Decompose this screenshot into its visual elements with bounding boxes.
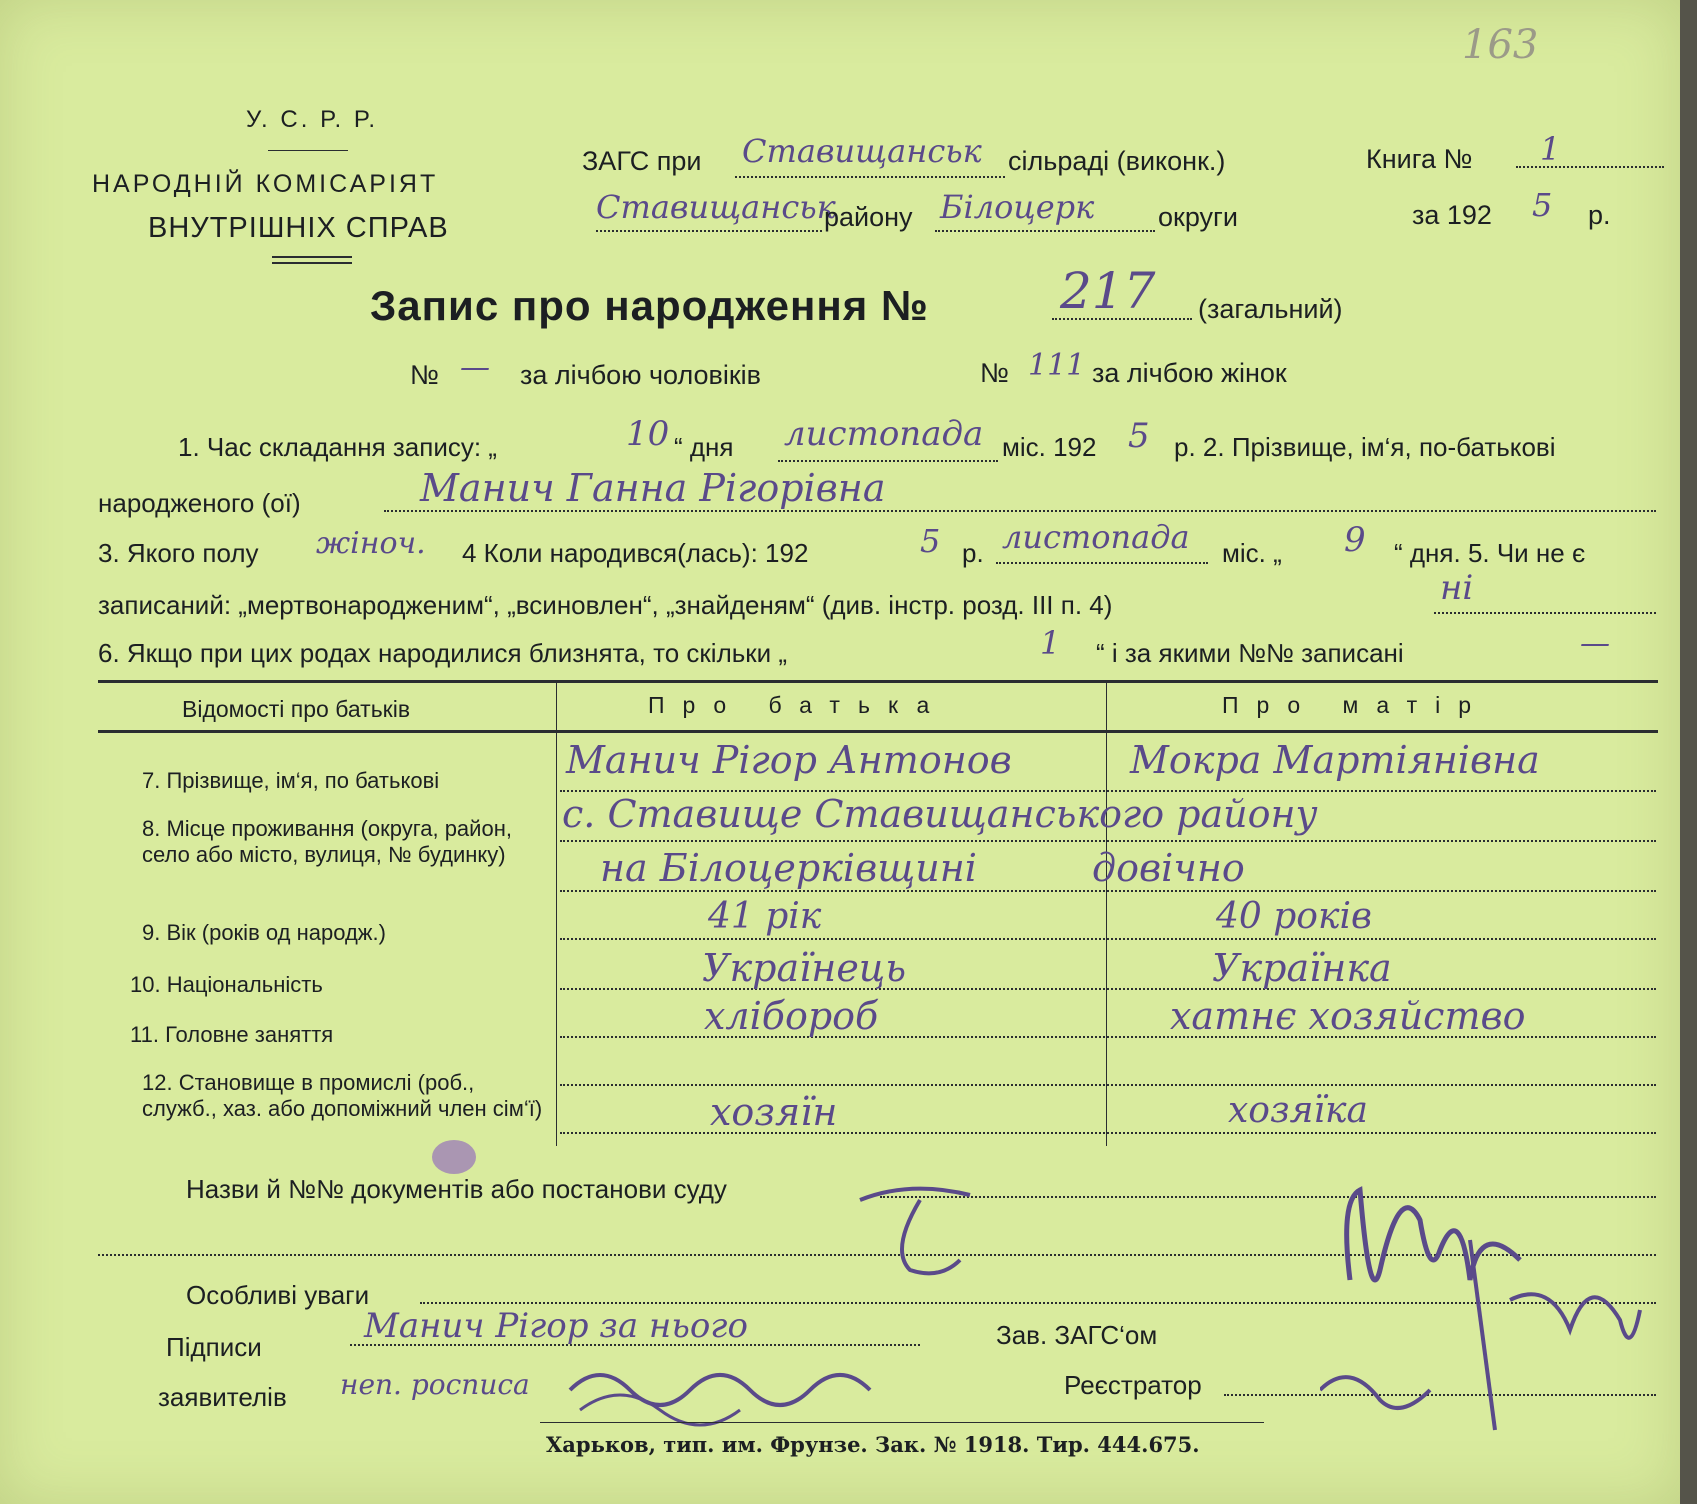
table-col-sep-1 <box>556 682 557 1146</box>
row-label-10: 10. Національність <box>130 972 323 997</box>
women-count-no: № <box>980 358 1009 388</box>
printer-imprint: Харьков, тип. им. Фрунзе. Зак. № 1918. Тир. 444.675. <box>546 1432 1200 1457</box>
state-underline <box>268 150 348 151</box>
head-label: Зав. ЗАГС‘ом <box>996 1320 1158 1350</box>
row-label-8-text: 8. Місце проживання (округа, район, село або місто, вулиця, № будинку) <box>142 816 512 867</box>
record-title-suffix: (загальний) <box>1198 294 1343 324</box>
okrug-label: округи <box>1158 202 1238 232</box>
signatures-label-2: заявителів <box>158 1382 287 1412</box>
registrar-label: Реєстратор <box>1064 1370 1202 1400</box>
l6-dash: — <box>1580 626 1610 661</box>
l3-text-b: 4 Коли народився(лась): 192 <box>462 538 809 568</box>
row-line-8b <box>560 890 1656 892</box>
archive-number: 163 <box>1462 22 1539 68</box>
l1-text-a: 1. Час складання запису: „ <box>178 432 497 462</box>
l3-sex: жіноч. <box>316 526 426 561</box>
l2-text-a: народженого (ої) <box>98 488 301 518</box>
l3-month: листопада <box>1002 518 1190 556</box>
l3-text-e: “ дня. 5. Чи не є <box>1394 538 1586 568</box>
table-header-father: Про батька <box>648 692 948 718</box>
row-mother-10: Українка <box>1212 946 1392 990</box>
state-abbr: У. С. Р. Р. <box>246 106 379 133</box>
district-value: Ставищанськ <box>596 188 836 226</box>
okrug-line <box>935 230 1155 232</box>
l1-text-c: міс. 192 <box>1002 432 1097 462</box>
row-label-7: 7. Прізвище, ім‘я, по батькові <box>142 768 440 793</box>
row-father-7: Манич Рігор Антонов <box>566 738 1012 782</box>
women-count-value: 111 <box>1028 348 1086 383</box>
row-label-11: 11. Головне заняття <box>130 1022 334 1047</box>
book-value: 1 <box>1540 130 1561 168</box>
l1-day: 10 <box>626 414 670 454</box>
signature-applicant-1: Манич Рігор за нього <box>364 1306 748 1346</box>
signature-scribble <box>560 1350 920 1430</box>
record-title: Запис про народження № <box>370 282 929 329</box>
row-mother-9: 40 років <box>1216 896 1372 937</box>
row-label-9: 9. Вік (років од народж.) <box>142 920 386 945</box>
men-count-value: — <box>460 350 490 385</box>
row-father-9: 41 рік <box>708 896 822 937</box>
scan-edge <box>1680 0 1697 1504</box>
row-father-10: Українець <box>702 946 907 990</box>
l4-line <box>1434 612 1656 614</box>
docs-dash-mark <box>850 1170 1000 1290</box>
zags-line <box>735 176 1005 178</box>
l6-text-b: “ і за якими №№ записані <box>1096 638 1404 668</box>
signatures-label-1: Підписи <box>166 1332 262 1362</box>
district-label: району <box>824 202 913 232</box>
table-top-rule <box>98 680 1658 683</box>
printer-rule <box>540 1422 1264 1423</box>
row-father-8: с. Ставище Ставищанського району <box>562 792 1318 836</box>
men-count-label: за лічбою чоловіків <box>520 360 762 390</box>
year-suffix: р. <box>1588 200 1611 230</box>
book-line <box>1516 166 1664 168</box>
okrug-value: Білоцерк <box>940 188 1095 226</box>
table-header-info: Відомості про батьків <box>182 696 411 722</box>
l6-text-a: 6. Якщо при цих родах народилися близнята, то скільки „ <box>98 638 788 668</box>
row-label-12-text: 12. Становище в промислі (роб., служб., хаз. або допоміжний член сім‘ї) <box>142 1070 543 1121</box>
l4-text-a: записаний: „мертвонародженим“, „всиновлен“, „знайденям“ (див. інстр. розд. III п. 4) <box>98 590 1113 620</box>
table-header-mother: Про матір <box>1222 692 1490 718</box>
table-col-sep-2 <box>1106 682 1107 1146</box>
l1-month-line <box>778 460 998 462</box>
men-count-no: № <box>410 360 439 390</box>
head-signature <box>1320 1160 1660 1460</box>
l1-year: 5 <box>1128 416 1150 456</box>
l3-text-c: р. <box>962 538 984 568</box>
row-line-8a <box>560 840 1656 842</box>
row-mother-12: хозяїка <box>1228 1090 1368 1131</box>
l1-text-d: р. 2. Прізвище, ім‘я, по-батькові <box>1174 432 1556 462</box>
l1-month: листопада <box>784 414 984 454</box>
row-mother-7: Мокра Мартіянівна <box>1130 738 1540 782</box>
zags-value: Ставищанськ <box>742 132 982 170</box>
women-count-label: за лічбою жінок <box>1092 358 1287 388</box>
year-label: за 192 <box>1412 200 1492 230</box>
row-line-9 <box>560 938 1656 940</box>
ministry-line2: ВНУТРІШНІХ СПРАВ <box>148 212 449 244</box>
row-label-12 <box>142 1070 546 1122</box>
l2-name-line <box>384 510 1656 512</box>
row-father-12: хозяїн <box>710 1090 838 1134</box>
zags-suffix: сільраді (виконк.) <box>1008 146 1226 176</box>
row-label-8 <box>142 816 546 868</box>
l4-value: ні <box>1440 568 1474 608</box>
ministry-line1: НАРОДНІЙ КОМІСАРІЯТ <box>92 170 439 198</box>
l2-name: Манич Ганна Рігорівна <box>420 466 886 510</box>
ministry-double-rule-2 <box>272 262 352 264</box>
year-value: 5 <box>1532 186 1553 224</box>
l3-text-a: 3. Якого полу <box>98 538 259 568</box>
l3-text-d: міс. „ <box>1222 538 1282 568</box>
row-mother-11: хатнє хозяйство <box>1170 994 1526 1038</box>
signature-line-1 <box>350 1344 920 1346</box>
l1-text-b: “ дня <box>674 432 734 462</box>
l3-day: 9 <box>1344 520 1366 560</box>
row-line-12a <box>560 1084 1656 1086</box>
l6-value: 1 <box>1040 624 1061 662</box>
docs-label: Назви й №№ документів або постанови суду <box>186 1174 727 1204</box>
record-number: 217 <box>1060 262 1156 320</box>
row-mother-8b: довічно <box>1092 846 1245 890</box>
special-label: Особливі уваги <box>186 1280 370 1310</box>
ink-blot <box>432 1140 476 1174</box>
ministry-double-rule-1 <box>272 256 352 258</box>
district-line <box>596 230 822 232</box>
row-father-11: хлібороб <box>704 994 879 1038</box>
signature-applicant-2: неп. росписа <box>340 1368 530 1401</box>
l3-year: 5 <box>920 522 941 560</box>
book-label: Книга № <box>1366 144 1473 174</box>
table-head-rule <box>98 730 1658 733</box>
row-father-8b: на Білоцерківщині <box>600 846 977 890</box>
zags-prefix: ЗАГС при <box>582 146 702 176</box>
l3-month-line <box>996 562 1208 564</box>
